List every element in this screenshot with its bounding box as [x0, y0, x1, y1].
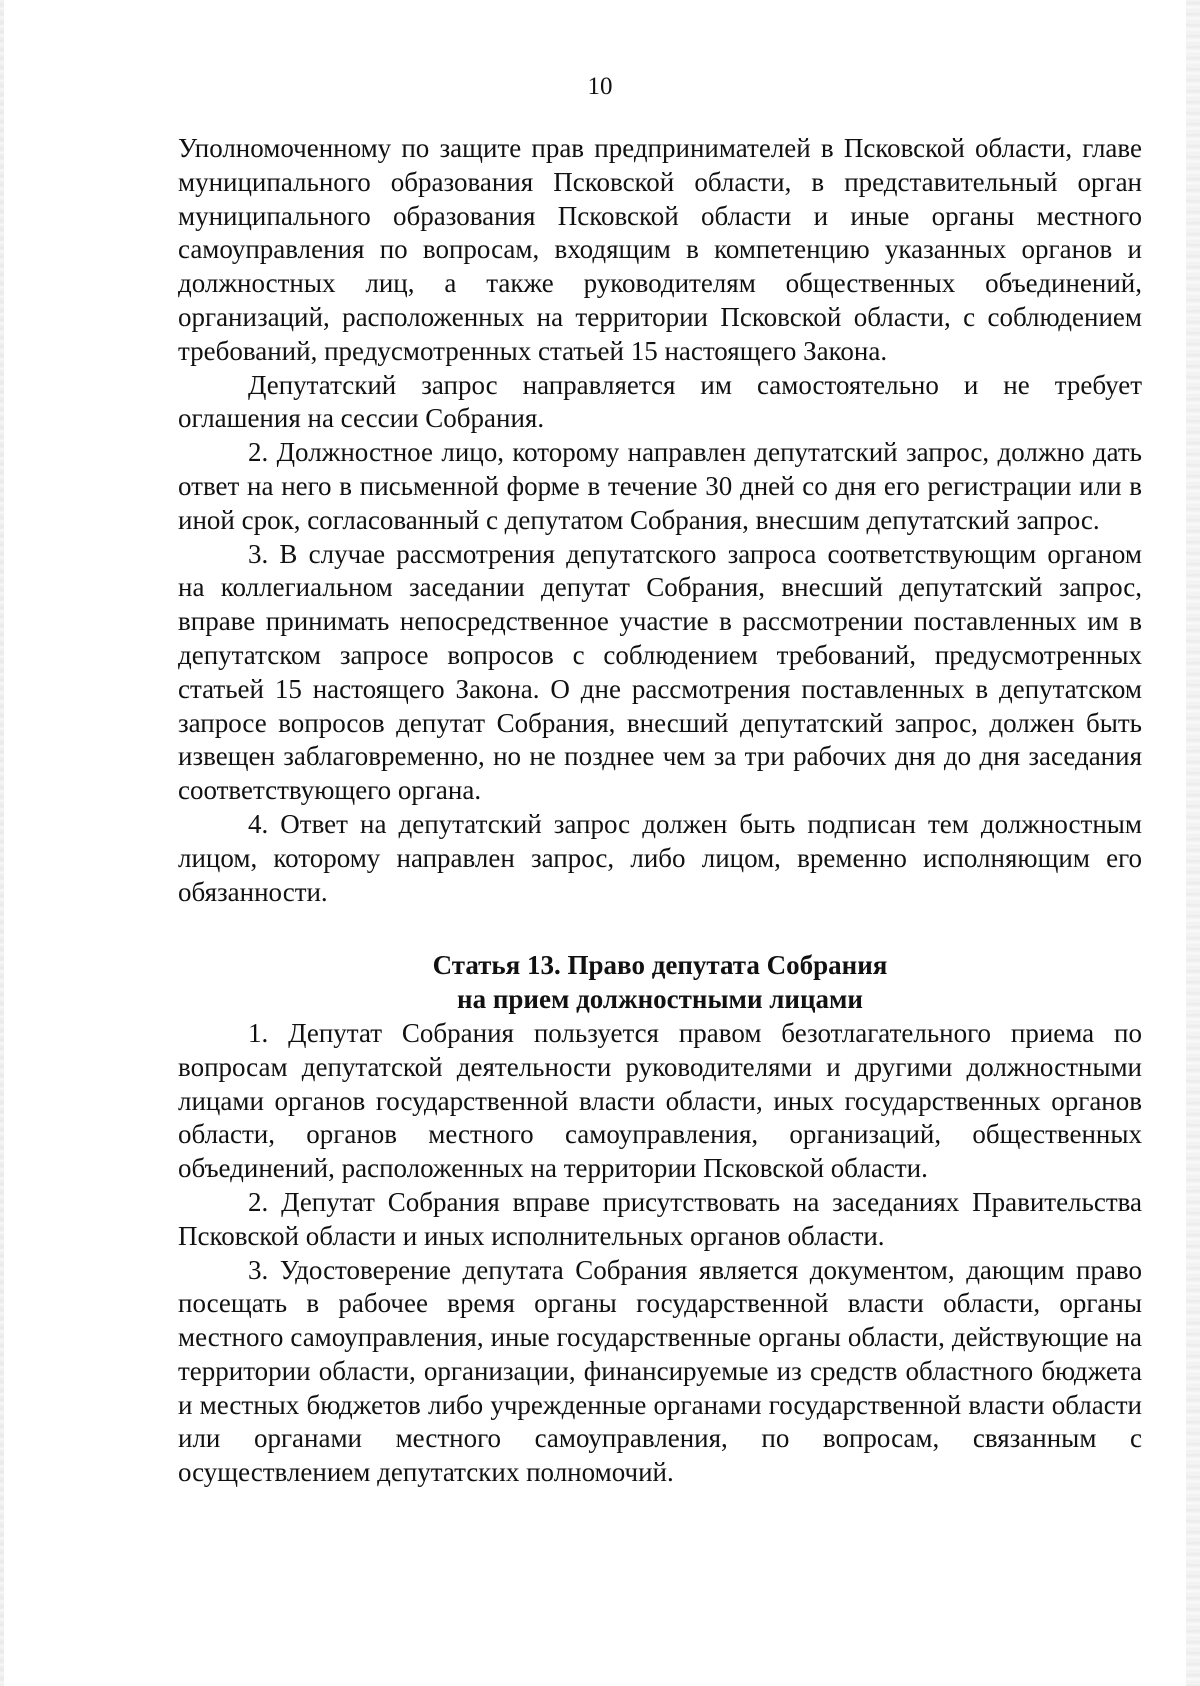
- article-13-title-line-1: Статья 13. Право депутата Собрания: [432, 950, 888, 981]
- article-13-point-2: 2. Депутат Собрания вправе присутствовать на заседаниях Правительства Псковской области и иных исполнительных органов области.: [178, 1186, 1142, 1251]
- article-13-heading: [178, 949, 1142, 1017]
- document-body: [178, 132, 1142, 1490]
- article-13-point-1: 1. Депутат Собрания пользуется правом безотлагательного приема по вопросам депутатской деятельности руководителями и другими должностными лицами органов государственной власти области, иных государственных органов области, органов местного самоуправления, организаций, общественных объединений, расположенных на территории Псковской области.: [178, 1017, 1142, 1184]
- page-number: 10: [587, 73, 613, 100]
- article-13-point-3: 3. Удостоверение депутата Собрания является документом, дающим право посещать в рабочее время органы государственной власти области, органы местного самоуправления, иные государственные органы области, действующие на территории области, организации, финансируемые из средств областного бюджета и местных бюджетов либо учрежденные органами государственной власти области или органами местного самоуправления, по вопросам, связанным с осуществлением депутатских полномочий.: [178, 1254, 1142, 1488]
- paragraph-request-sent-independently: Депутатский запрос направляется им самостоятельно и не требует оглашения на сессии Собрания.: [178, 369, 1142, 434]
- paragraph-point-4: 4. Ответ на депутатский запрос должен быть подписан тем должностным лицом, которому направлен запрос, либо лицом, временно исполняющим его обязанности.: [178, 808, 1142, 907]
- scan-edge-left: [0, 0, 4, 1686]
- paragraph-continuation: Уполномоченному по защите прав предпринимателей в Псковской области, главе муниципального образования Псковской области, в представительный орган муниципального образования Псковской области и иные органы местного самоуправления по вопросам, входящим в компетенцию указанных органов и должностных лиц, а также руководителям общественных объединений, организаций, расположенных на территории Псковской области, с соблюдением требований, предусмотренных статьей 15 настоящего Закона.: [178, 133, 1142, 366]
- scan-edge-right: [1186, 0, 1200, 1686]
- article-13-title-line-2: на прием должностными лицами: [457, 984, 863, 1015]
- paragraph-point-2: 2. Должностное лицо, которому направлен депутатский запрос, должно дать ответ на него в письменной форме в течение 30 дней со дня его регистрации или в иной срок, согласованный с депутатом Собрания, внесшим депутатский запрос.: [178, 437, 1142, 535]
- paragraph-point-3: 3. В случае рассмотрения депутатского запроса соответствующим органом на коллегиальном заседании депутат Собрания, внесший депутатский запрос, вправе принимать непосредственное участие в рассмотрении поставленных им в депутатском запросе вопросов с соблюдением требований, предусмотренных статьей 15 настоящего Закона. О дне рассмотрения поставленных в депутатском запросе вопросов депутат Собрания, внесший депутатский запрос, должен быть извещен заблаговременно, но не позднее чем за три рабочих дня до дня заседания соответствующего органа.: [178, 538, 1142, 806]
